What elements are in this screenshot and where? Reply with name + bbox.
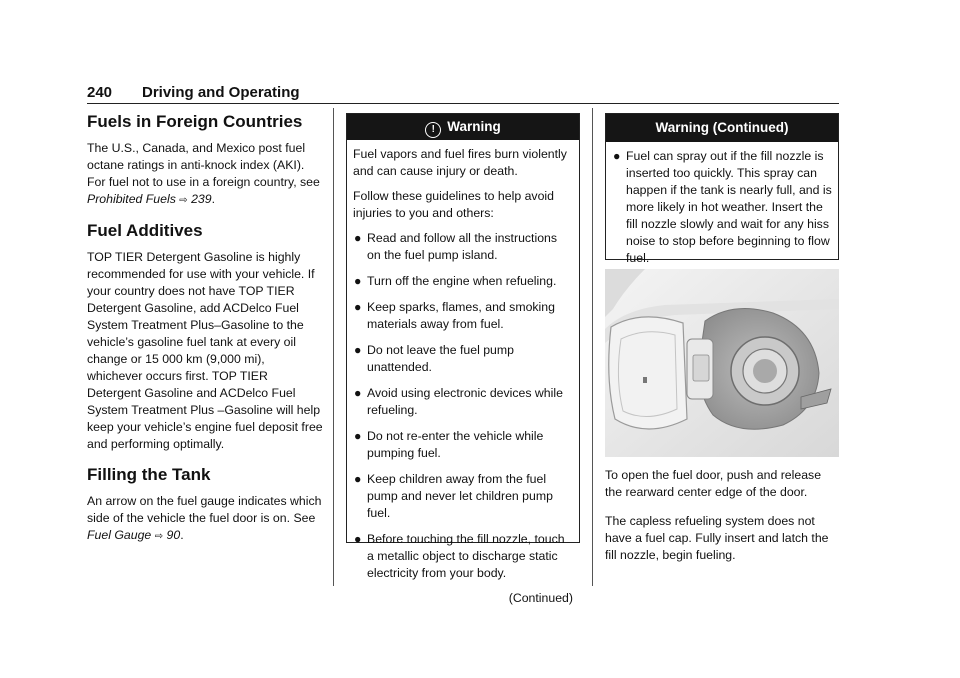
heading-fuels-foreign: Fuels in Foreign Countries bbox=[87, 112, 303, 131]
column-divider-left bbox=[333, 108, 334, 586]
header-divider bbox=[87, 103, 839, 104]
warning-title: Warning bbox=[447, 119, 501, 134]
warning-list-item-text: Do not leave the fuel pump unattended. bbox=[367, 343, 514, 374]
heading-fuel-additives: Fuel Additives bbox=[87, 221, 203, 240]
heading-filling-tank: Filling the Tank bbox=[87, 465, 211, 484]
warning-icon: ! bbox=[425, 122, 441, 138]
page-ref-arrow-icon: ⇨ bbox=[154, 531, 164, 542]
bullet-icon: ● bbox=[354, 386, 362, 400]
column-three-text bbox=[605, 467, 839, 576]
continued-label: (Continued) bbox=[508, 591, 573, 605]
bullet-icon: ● bbox=[354, 231, 362, 245]
warning-intro-2: Follow these guidelines to help avoid injuries to you and others: bbox=[353, 189, 554, 220]
warning-intro: Fuel vapors and fuel fires burn violently and can cause injury or death. bbox=[353, 147, 567, 178]
section-title: Driving and Operating bbox=[142, 84, 300, 101]
page-header bbox=[87, 84, 839, 104]
warning-list-item-text: Keep children away from the fuel pump and never let children pump fuel. bbox=[367, 472, 553, 520]
page-number: 240 bbox=[87, 84, 113, 101]
warning-box bbox=[346, 113, 580, 605]
warning-list-item bbox=[353, 385, 573, 419]
warning-list-item-text: Do not re-enter the vehicle while pumping fuel. bbox=[367, 429, 544, 460]
page-ref-arrow-icon: ⇨ bbox=[179, 195, 188, 206]
warning-header-continued: Warning (Continued) bbox=[606, 114, 838, 142]
warning-list bbox=[353, 230, 573, 582]
warning-list-item bbox=[353, 471, 573, 522]
fuel-door-illustration bbox=[605, 269, 839, 457]
warning-list-item-text: Turn off the engine when refueling. bbox=[367, 274, 557, 288]
warning-list-item bbox=[612, 148, 832, 267]
bullet-icon: ● bbox=[354, 429, 362, 443]
column-divider-right bbox=[592, 108, 593, 586]
link-fuel-gauge[interactable]: Fuel Gauge ⇨ 90 bbox=[87, 528, 181, 542]
fuel-door-photo bbox=[605, 269, 839, 457]
bullet-icon: ● bbox=[613, 149, 621, 163]
bullet-icon: ● bbox=[354, 472, 362, 486]
warning-list-item bbox=[353, 531, 573, 582]
warning-list-item-text: Keep sparks, flames, and smoking materials away from fuel. bbox=[367, 300, 555, 331]
warning-list-item bbox=[353, 342, 573, 376]
paragraph-fuels-foreign: The U.S., Canada, and Mexico post fuel octane ratings in anti-knock index (AKI). For fuel not to use in a foreign country, see Prohibited Fuels ⇨ 239. bbox=[87, 141, 320, 206]
warning-list-item-text: Before touching the fill nozzle, touch a metallic object to discharge static electricity from your body. bbox=[367, 532, 565, 580]
warning-box-continued bbox=[605, 113, 839, 265]
warning-list-item-text: Avoid using electronic devices while refueling. bbox=[367, 386, 563, 417]
paragraph-filling-tank: An arrow on the fuel gauge indicates which side of the vehicle the fuel door is on. See Fuel Gauge ⇨ 90. bbox=[87, 494, 322, 542]
warning-list-item bbox=[353, 230, 573, 264]
bullet-icon: ● bbox=[354, 343, 362, 357]
bullet-icon: ● bbox=[354, 532, 362, 546]
warning-list-item bbox=[353, 273, 573, 290]
link-prohibited-fuels[interactable]: Prohibited Fuels ⇨ 239 bbox=[87, 192, 212, 206]
bullet-icon: ● bbox=[354, 300, 362, 314]
paragraph-capless-refueling: The capless refueling system does not have a fuel cap. Fully insert and latch the fill nozzle, begin fueling. bbox=[605, 514, 829, 562]
paragraph-fuel-additives: TOP TIER Detergent Gasoline is highly recommended for use with your vehicle. If your country does not have TOP TIER Detergent Gasoline, add ACDelco Fuel System Treatment Plus–Gasoline to the vehicle’s gasoline fuel tank at every oil change or 15 000 km (9,000 mi), whichever occurs first. TOP TIER Detergent Gasoline and ACDelco Fuel System Treatment Plus –Gasoline will help keep your vehicle’s engine fuel deposit free and performing optimally. bbox=[87, 250, 323, 451]
warning-list-continued bbox=[612, 148, 832, 267]
warning-body-continued bbox=[606, 142, 838, 280]
column-one bbox=[87, 112, 323, 557]
warning-list-item bbox=[353, 428, 573, 462]
warning-list-item-text: Read and follow all the instructions on the fuel pump island. bbox=[367, 231, 558, 262]
warning-list-item-text: Fuel can spray out if the fill nozzle is inserted too quickly. This spray can happen if the tank is nearly full, and is more likely in hot weather. Insert the fill nozzle slowly and wait for any hiss noise to stop before beginning to flow fuel. bbox=[626, 149, 832, 265]
warning-list-item bbox=[353, 299, 573, 333]
bullet-icon: ● bbox=[354, 274, 362, 288]
warning-body bbox=[347, 140, 579, 609]
warning-header bbox=[347, 114, 579, 140]
paragraph-open-fuel-door: To open the fuel door, push and release the rearward center edge of the door. bbox=[605, 468, 822, 499]
